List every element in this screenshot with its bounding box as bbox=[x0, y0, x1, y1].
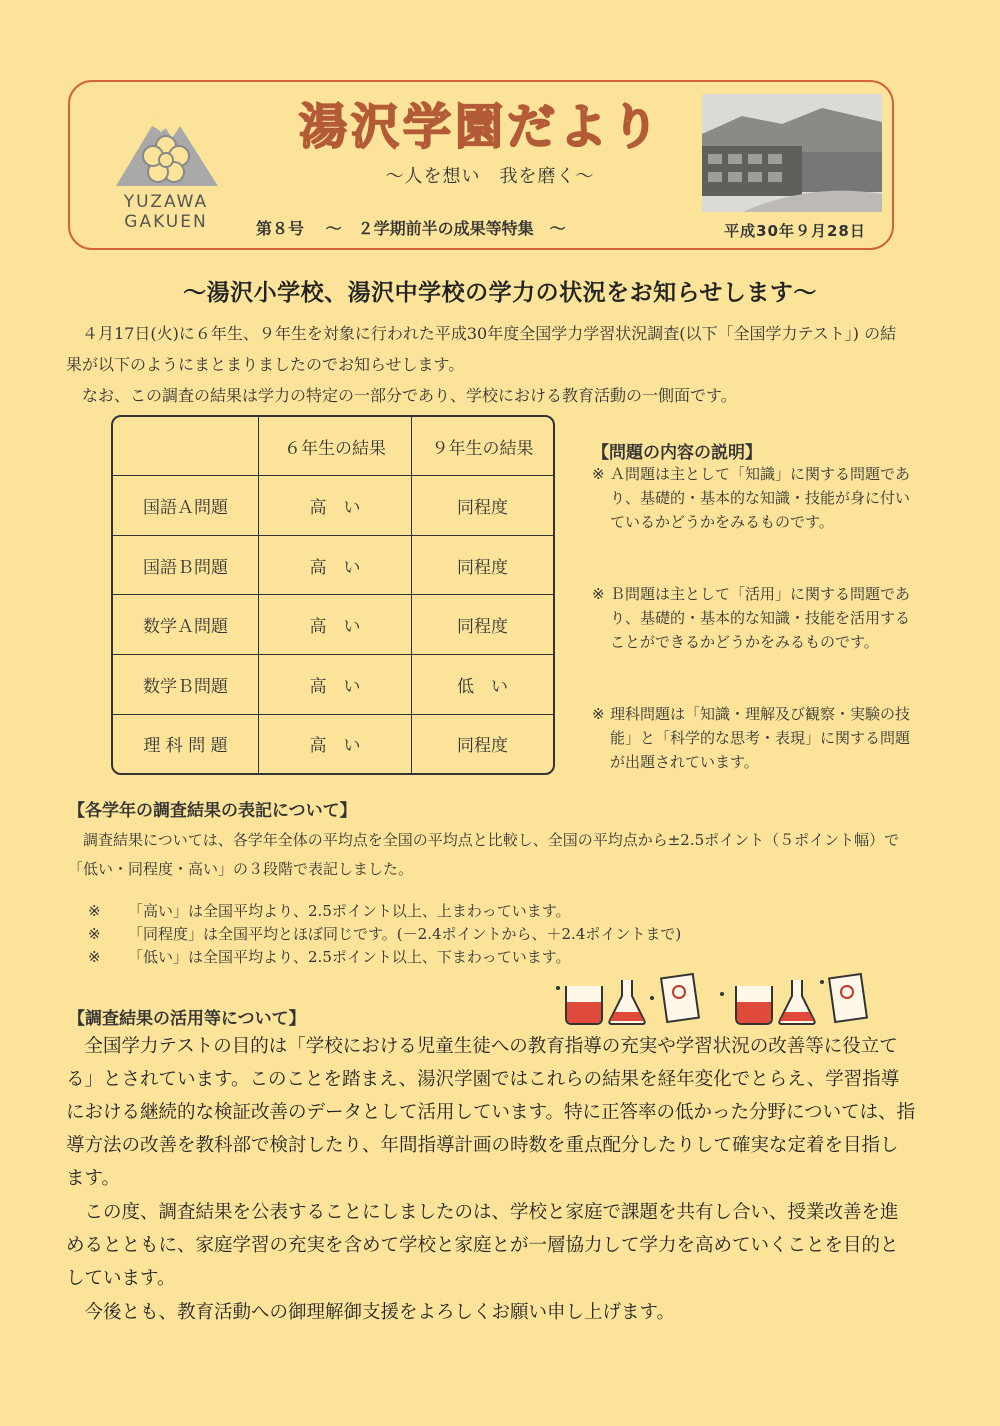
table-row bbox=[113, 535, 553, 595]
headline: ～湯沢小学校、湯沢中学校の学力の状況をお知らせします～ bbox=[183, 280, 817, 306]
notation-bullet bbox=[88, 923, 888, 945]
subject-cell: 数学Ｂ問題 bbox=[113, 655, 259, 715]
explain-note-science bbox=[592, 702, 912, 774]
note-text: Ｂ問題は主として「活用」に関する問題であり、基礎的・基本的な知識・技能を活用することができるかどうかをみるものです。 bbox=[610, 585, 911, 651]
grade6-result-cell: 高 い bbox=[259, 595, 412, 655]
usage-title: 【調査結果の活用等について】 bbox=[68, 1009, 306, 1029]
bullet-text: 「同程度」は全国平均とほぼ同じです。(－2.4ポイントから、＋2.4ポイントまで) bbox=[128, 925, 682, 943]
note-mark: ※ bbox=[88, 948, 101, 966]
subject-cell: 数学Ａ問題 bbox=[113, 595, 259, 655]
notation-title: 【各学年の調査結果の表記について】 bbox=[68, 801, 357, 821]
school-logo bbox=[106, 108, 226, 238]
subject-cell: 理 科 問 題 bbox=[113, 714, 259, 773]
note-mark: ※ bbox=[592, 705, 605, 723]
usage-paragraph-1: 全国学力テストの目的は「学校における児童生徒への教育指導の充実や学習状況の改善等に役立てる」とされています。このことを踏まえ、湯沢学園ではこれらの結果を経年変化でとらえ、学習指導における継続的な検証改善のデータとして活用しています。特に正答率の低かった分野については、指導方法の改善を教科部で検討したり、年間指導計画の時数を重点配分したりして確実な定着を目指します。 bbox=[66, 1036, 916, 1189]
newsletter-title: 湯沢学園だより bbox=[298, 99, 663, 155]
subject-cell: 国語Ｂ問題 bbox=[113, 535, 259, 595]
grade6-result-cell: 高 い bbox=[259, 535, 412, 595]
note-mark: ※ bbox=[592, 585, 605, 603]
notebook-icon bbox=[829, 974, 867, 1022]
beaker-icon bbox=[736, 986, 772, 1024]
intro-paragraph-1: ４月17日(火)に６年生、９年生を対象に行われた平成30年度全国学力学習状況調査(以下「全国学力テスト」) の結果が以下のようにまとまりましたのでお知らせします。 bbox=[66, 324, 897, 374]
note-mark: ※ bbox=[88, 925, 101, 943]
beaker-icon bbox=[566, 986, 602, 1024]
explain-note-a bbox=[592, 462, 912, 534]
flask-icon bbox=[779, 980, 814, 1024]
grade9-result-cell: 同程度 bbox=[412, 535, 554, 595]
issue-label: 第８号 ～ ２学期前半の成果等特集 ～ bbox=[256, 219, 566, 238]
table-row bbox=[113, 714, 553, 773]
logo-text-line2: GAKUEN bbox=[124, 212, 208, 232]
bullet-text: 「高い」は全国平均より、2.5ポイント以上、上まわっています。 bbox=[128, 902, 571, 920]
issue-date: 平成30年９月28日 bbox=[724, 222, 866, 240]
grade6-result-cell: 高 い bbox=[259, 476, 412, 536]
notation-bullet bbox=[88, 946, 888, 968]
mountain-flower-icon bbox=[106, 108, 226, 192]
notation-bullet bbox=[88, 900, 888, 922]
grade9-result-cell: 同程度 bbox=[412, 595, 554, 655]
subject-cell: 国語Ａ問題 bbox=[113, 476, 259, 536]
explain-title: 【問題の内容の説明】 bbox=[592, 443, 762, 463]
grade9-result-cell: 同程度 bbox=[412, 714, 554, 773]
table-row bbox=[113, 655, 553, 715]
usage-paragraph-3: 今後とも、教育活動への御理解御支援をよろしくお願い申し上げます。 bbox=[84, 1302, 676, 1323]
results-table bbox=[111, 415, 555, 775]
motto: ～人を想い 我を磨く～ bbox=[385, 166, 595, 187]
header-box bbox=[68, 80, 894, 250]
flask-icon bbox=[609, 980, 644, 1024]
note-mark: ※ bbox=[88, 902, 101, 920]
note-text: 理科問題は「知識・理解及び観察・実験の技能」と「科学的な思考・表現」に関する問題が出題されています。 bbox=[610, 705, 911, 771]
grade6-result-cell: 高 い bbox=[259, 655, 412, 715]
study-illustration bbox=[552, 968, 884, 1028]
table-header-cell: ９年生の結果 bbox=[412, 417, 554, 476]
notation-text: 調査結果については、各学年全体の平均点を全国の平均点と比較し、全国の平均点から±2.5ポイント（５ポイント幅）で「低い・同程度・高い」の３段階で表記しました。 bbox=[68, 831, 900, 878]
explain-note-b bbox=[592, 582, 912, 654]
grade9-result-cell: 同程度 bbox=[412, 476, 554, 536]
table-row bbox=[113, 476, 553, 536]
usage-paragraph-2: この度、調査結果を公表することにしましたのは、学校と家庭で課題を共有し合い、授業改善を進めるとともに、家庭学習の充実を含めて学校と家庭とが一層協力して学力を高めていくことを目的としています。 bbox=[66, 1202, 899, 1289]
bullet-text: 「低い」は全国平均より、2.5ポイント以上、下まわっています。 bbox=[128, 948, 571, 966]
table-header-row bbox=[113, 417, 553, 476]
table-header-cell: ６年生の結果 bbox=[259, 417, 412, 476]
grade9-result-cell: 低 い bbox=[412, 655, 554, 715]
intro-paragraph-2: なお、この調査の結果は学力の特定の一部分であり、学校における教育活動の一側面です。 bbox=[82, 386, 737, 405]
note-text: Ａ問題は主として「知識」に関する問題であり、基礎的・基本的な知識・技能が身に付いているかどうかをみるものです。 bbox=[610, 465, 911, 531]
note-mark: ※ bbox=[592, 465, 605, 483]
logo-text-line1: YUZAWA bbox=[123, 192, 209, 212]
notebook-icon bbox=[661, 974, 699, 1022]
table-row bbox=[113, 595, 553, 655]
grade6-result-cell: 高 い bbox=[259, 714, 412, 773]
school-building-photo bbox=[702, 94, 882, 212]
table-header-cell bbox=[113, 417, 259, 476]
